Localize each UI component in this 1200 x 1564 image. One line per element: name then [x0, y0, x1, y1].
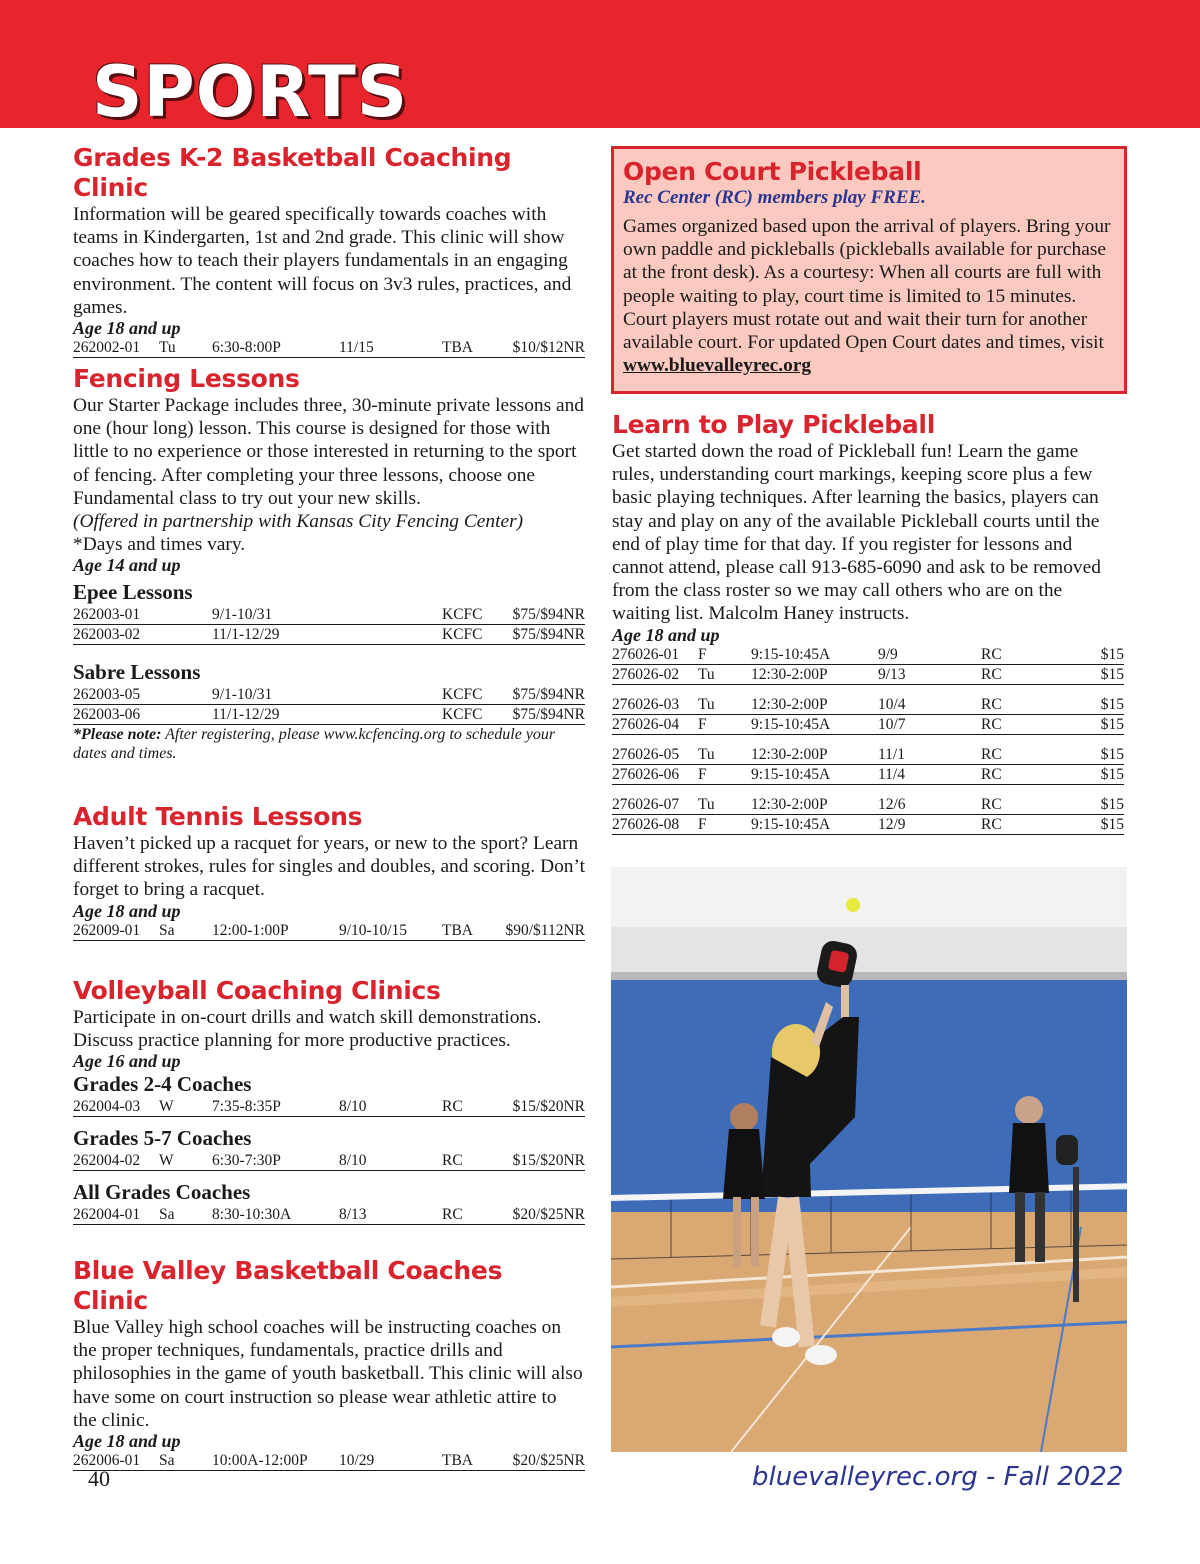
- table-row: 262004-02 W 6:30-7:30P 8/10 RC $15/$20NR: [73, 1152, 585, 1170]
- member-tagline: Rec Center (RC) members play FREE.: [623, 187, 926, 208]
- table-row: 276026-02 Tu 12:30-2:00P 9/13 RC $15: [612, 665, 1124, 683]
- pickleball-players-image: [611, 867, 1127, 1452]
- section-k2-clinic: [73, 143, 585, 358]
- table-row: 276026-08 F 9:15-10:45A 12/9 RC $15: [612, 815, 1124, 833]
- website-link[interactable]: www.bluevalleyrec.org: [623, 355, 812, 377]
- table-row: 276026-07 Tu 12:30-2:00P 12/6 RC $15: [612, 795, 1124, 813]
- section-description: Games organized based upon the arrival of players. Bring your own paddle and pickleballs (pickleballs available for purchase at the front desk). As a courtesy: When all courts are full with people waiting to play, court time is limited to 15 minutes. Court players must rotate out and wait their turn for another available court. For updated Open Court dates and times, visit www.bluevalleyrec.org: [623, 216, 1111, 377]
- age-requirement: Age 16 and up: [73, 1051, 181, 1072]
- section-title: Open Court Pickleball: [623, 157, 922, 186]
- table-row: 262004-03 W 7:35-8:35P 8/10 RC $15/$20NR: [73, 1098, 585, 1116]
- subsection-title: Epee Lessons: [73, 580, 193, 605]
- section-description: Information will be geared specifically towards coaches with teams in Kindergarten, 1st and 2nd grade. This clinic will show coaches how to teach their players fundamentals in an engaging environment. The content will focus on 3v3 rules, practices, and games.: [73, 204, 572, 318]
- subsection-title: Grades 2-4 Coaches: [73, 1072, 252, 1097]
- section-title: Learn to Play Pickleball: [612, 410, 935, 439]
- age-requirement: Age 18 and up: [73, 900, 181, 921]
- table-row: 276026-04 F 9:15-10:45A 10/7 RC $15: [612, 715, 1124, 733]
- table-row: 262009-01 Sa 12:00-1:00P 9/10-10/15 TBA $90/$112NR: [73, 921, 585, 939]
- age-requirement: Age 18 and up: [73, 318, 181, 339]
- days-note: *Days and times vary.: [73, 534, 246, 556]
- section-description: Haven’t picked up a racquet for years, or new to the sport? Learn different strokes, rules for singles and doubles, and scoring. Don’t forget to bring a racquet.: [73, 833, 585, 901]
- section-description: Participate in on-court drills and watch skill demonstrations. Discuss practice planning for more productive practices.: [73, 1007, 542, 1052]
- subsection-title: Grades 5-7 Coaches: [73, 1126, 252, 1151]
- section-description: Our Starter Package includes three, 30-minute private lessons and one (hour long) lesson. This course is designed for those with little to no experience or those interested in returning to the sport of fencing. After completing your three lessons, choose one Fundamental class to try out your new skills.: [73, 395, 585, 509]
- table-row: 262003-01 9/1-10/31 KCFC $75/$94NR: [73, 606, 585, 624]
- age-requirement: Age 18 and up: [612, 624, 720, 645]
- pickleball-photo: [611, 867, 1127, 1452]
- section-volleyball: [73, 976, 585, 1225]
- table-row: 276026-06 F 9:15-10:45A 11/4 RC $15: [612, 765, 1124, 783]
- section-title: Fencing Lessons: [73, 364, 300, 393]
- open-court-pickleball-box: [611, 146, 1127, 394]
- table-row: 276026-03 Tu 12:30-2:00P 10/4 RC $15: [612, 695, 1124, 713]
- section-description: Get started down the road of Pickleball fun! Learn the game rules, understanding court markings, keeping score plus a few basic playing techniques. After learning the basics, players can stay and play on any of the available Pickleball courts until the end of play time for that day. If you register for lessons and cannot attend, please call 913-685-6090 and ask to be removed from the class roster so we may call others who are on the waiting list. Malcolm Haney instructs.: [612, 441, 1101, 625]
- page-number: 40: [88, 1466, 110, 1491]
- table-row: 262002-01 Tu 6:30-8:00P 11/15 TBA $10/$12NR: [73, 339, 585, 357]
- table-row: 276026-05 Tu 12:30-2:00P 11/1 RC $15: [612, 745, 1124, 763]
- table-row: 262004-01 Sa 8:30-10:30A 8/13 RC $20/$25NR: [73, 1206, 585, 1224]
- registration-note: *Please note: After registering, please www.kcfencing.org to schedule your dates and times.: [73, 726, 556, 763]
- table-row: 262003-06 11/1-12/29 KCFC $75/$94NR: [73, 706, 585, 724]
- subsection-title: All Grades Coaches: [73, 1180, 251, 1205]
- age-requirement: Age 18 and up: [73, 1431, 181, 1452]
- section-title: Grades K-2 Basketball Coaching Clinic: [73, 143, 512, 202]
- partner-note: (Offered in partnership with Kansas City Fencing Center): [73, 511, 524, 533]
- section-description: Blue Valley high school coaches will be instructing coaches on the proper techniques, fundamentals, practice drills and philosophies in the game of youth basketball. This clinic will also have some on court instruction so please wear athletic attire to the clinic.: [73, 1317, 583, 1431]
- schedule-table: [612, 645, 1124, 835]
- subsection-title: Sabre Lessons: [73, 660, 201, 685]
- section-tennis: [73, 802, 585, 941]
- table-row: 262003-02 11/1-12/29 KCFC $75/$94NR: [73, 626, 585, 644]
- table-row: 262003-05 9/1-10/31 KCFC $75/$94NR: [73, 686, 585, 704]
- age-requirement: Age 14 and up: [73, 555, 181, 576]
- page-title: SPORTS: [92, 51, 409, 133]
- section-title: Volleyball Coaching Clinics: [73, 976, 441, 1005]
- section-bv-coaches-clinic: [73, 1256, 585, 1471]
- section-learn-pickleball: [612, 410, 1124, 835]
- footer-site: bluevalleyrec.org - Fall 2022: [752, 1462, 1124, 1492]
- section-title: Adult Tennis Lessons: [73, 802, 363, 831]
- table-row: 262006-01 Sa 10:00A-12:00P 10/29 TBA $20/$25NR: [73, 1452, 585, 1470]
- section-title: Blue Valley Basketball Coaches Clinic: [73, 1256, 503, 1315]
- section-fencing: [73, 364, 585, 763]
- table-row: 276026-01 F 9:15-10:45A 9/9 RC $15: [612, 645, 1124, 663]
